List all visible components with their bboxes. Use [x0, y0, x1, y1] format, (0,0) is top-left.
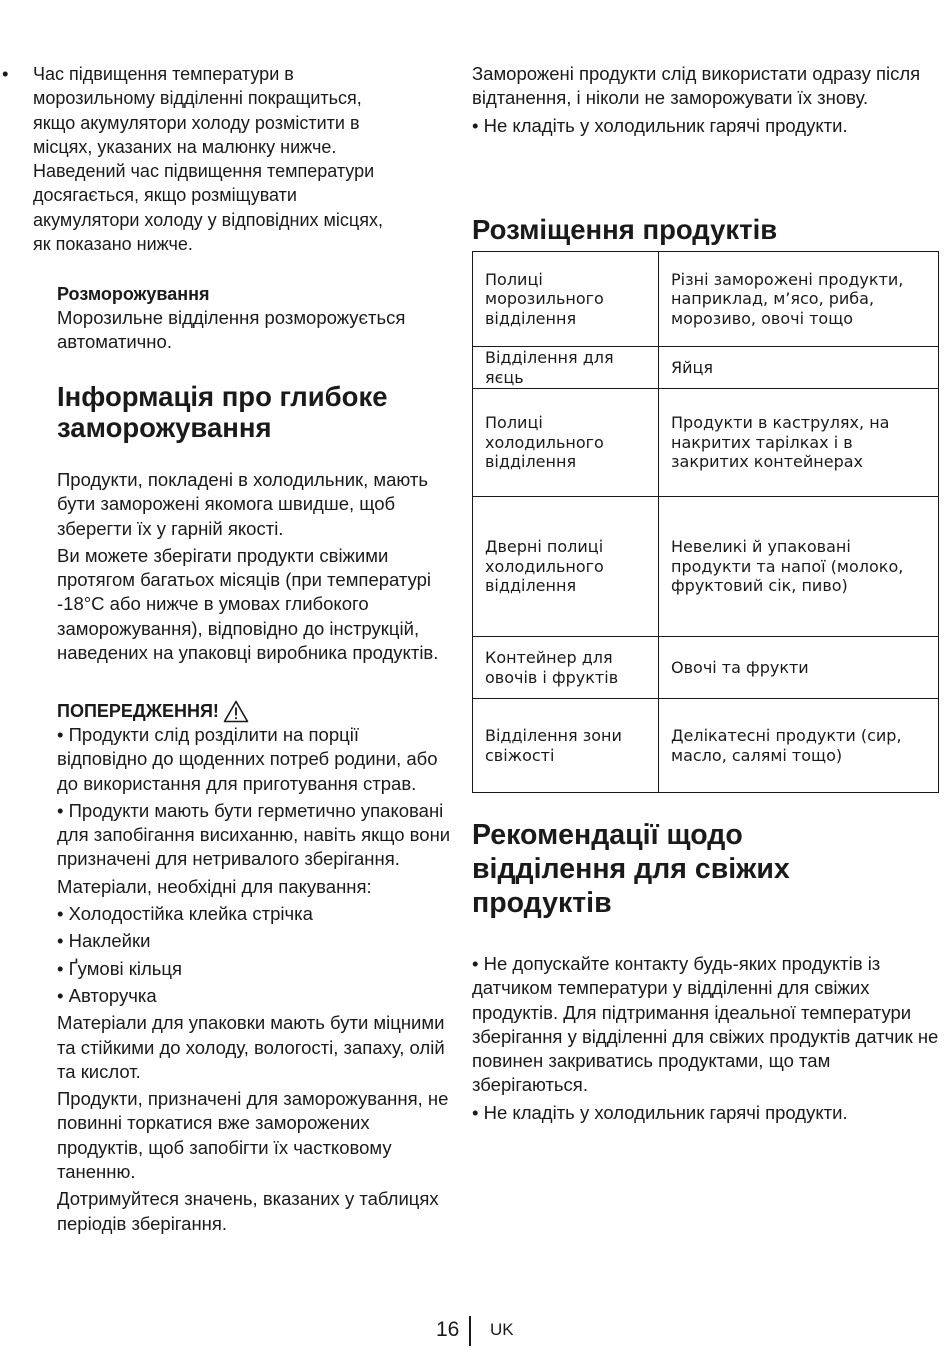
table-cell-items: Овочі та фрукти [659, 637, 939, 699]
packing-requirements: Матеріали для упаковки мають бути міцними та стійкими до холоду, вологості, запаху, олій та кислот. [57, 1012, 445, 1082]
defrost-section [57, 282, 452, 355]
table-cell-items: Делікатесні продукти (сир, масло, салямі тощо) [659, 699, 939, 793]
deep-freeze-body [57, 468, 452, 668]
warning-item: • Продукти мають бути герметично упаковані для запобігання висиханню, навіть якщо вони призначені для нетривалого зберігання. [57, 799, 451, 870]
deep-freeze-p1: Продукти, покладені в холодильник, мають бути заморожені якомога швидше, щоб зберегти їх у гарній якості. [57, 469, 428, 539]
table-cell-place: Полиці морозильного відділення [473, 252, 659, 347]
fresh-sensor-note: • Не допускайте контакту будь-яких продуктів із датчиком температури у відділенні для свіжих продуктів. Для підтримання ідеальної температури зберігання у відділенні для свіжих продуктів датчик не повинен закриватись продуктами, що там зберігаються. [472, 953, 939, 1096]
warning-item: • Продукти слід розділити на порції відповідно до щоденних потреб родини, або до використання для приготування страв. [57, 724, 438, 794]
table-cell-place: Відділення для яєць [473, 347, 659, 389]
storage-periods-note: Дотримуйтеся значень, вказаних у таблицях періодів зберігання. [57, 1188, 439, 1234]
packing-material-item: • Холодостійка клейка стрічка [57, 903, 313, 925]
packing-materials-intro: Матеріали, необхідні для пакування: [57, 875, 372, 897]
table-row [473, 347, 939, 389]
table-cell-items: Невеликі й упаковані продукти та напої (молоко, фруктовий сік, пиво) [659, 497, 939, 637]
warning-header [57, 700, 452, 723]
defrost-text: Морозильне відділення розморожується автоматично. [57, 307, 406, 353]
deep-freeze-section [57, 381, 452, 443]
table-cell-place: Дверні полиці холодильного відділення [473, 497, 659, 637]
packing-material-item: • Авторучка [57, 984, 157, 1006]
table-cell-items: Продукти в каструлях, на накритих тарілках і в закритих контейнерах [659, 389, 939, 497]
table-cell-place: Контейнер для овочів і фруктів [473, 637, 659, 699]
warning-label: ПОПЕРЕДЖЕННЯ! [57, 701, 219, 721]
deep-freeze-heading: Інформація про глибоке заморожування [57, 381, 388, 443]
warning-section [57, 700, 452, 1239]
table-row [473, 497, 939, 637]
table-row [473, 252, 939, 347]
packing-material-item: • Ґумові кільця [57, 957, 183, 979]
table-cell-items: Різні заморожені продукти, наприклад, м’ясо, риба, морозиво, овочі тощо [659, 252, 939, 347]
language-code: UK [490, 1320, 514, 1339]
defrost-title: Розморожування [57, 284, 210, 304]
table-row [473, 389, 939, 497]
warning-triangle-icon [223, 700, 249, 723]
deep-freeze-p2: Ви можете зберігати продукти свіжими протягом багатьох місяців (при температурі -18°C або нижче в умовах глибокого заморожування), відповідно до інструкцій, наведених на упаковці виробника продуктів. [57, 544, 439, 664]
refreeze-note: Заморожені продукти слід використати одразу після відтанення, і ніколи не заморожувати їх знову. [472, 63, 921, 109]
right-intro [472, 62, 942, 141]
fresh-hot-food-note: • Не кладіть у холодильник гарячі продукти. [472, 1101, 848, 1123]
temperature-rise-bullet [0, 62, 395, 256]
footer-divider [469, 1316, 471, 1346]
freezing-contact-note: Продукти, призначені для заморожування, не повинні торкатися вже заморожених продуктів, щоб запобігти їх частковому таненню. [57, 1088, 449, 1183]
placement-section [472, 214, 942, 245]
table-cell-items: Яйця [659, 347, 939, 389]
bullet-marker: • [2, 63, 9, 84]
fresh-section [472, 818, 872, 920]
placement-heading: Розміщення продуктів [472, 214, 778, 245]
placement-table [472, 251, 939, 793]
page-footer [0, 1316, 950, 1348]
hot-food-note: • Не кладіть у холодильник гарячі продукти. [472, 114, 848, 136]
table-row [473, 699, 939, 793]
page-number: 16 [436, 1318, 460, 1341]
table-row [473, 637, 939, 699]
fresh-heading: Рекомендації щодо відділення для свіжих продуктів [472, 819, 790, 919]
fresh-body [472, 952, 942, 1128]
table-cell-place: Відділення зони свіжості [473, 699, 659, 793]
table-cell-place: Полиці холодильного відділення [473, 389, 659, 497]
temperature-rise-text: Час підвищення температури в морозильному відділенні покращиться, якщо акумулятори холоду розмістити в місцях, указаних на малюнку нижче. Наведений час підвищення температури досягається, якщо розміщувати акумулятори холоду у відповідних місцях, як показано нижче. [33, 64, 383, 255]
packing-material-item: • Наклейки [57, 930, 151, 952]
